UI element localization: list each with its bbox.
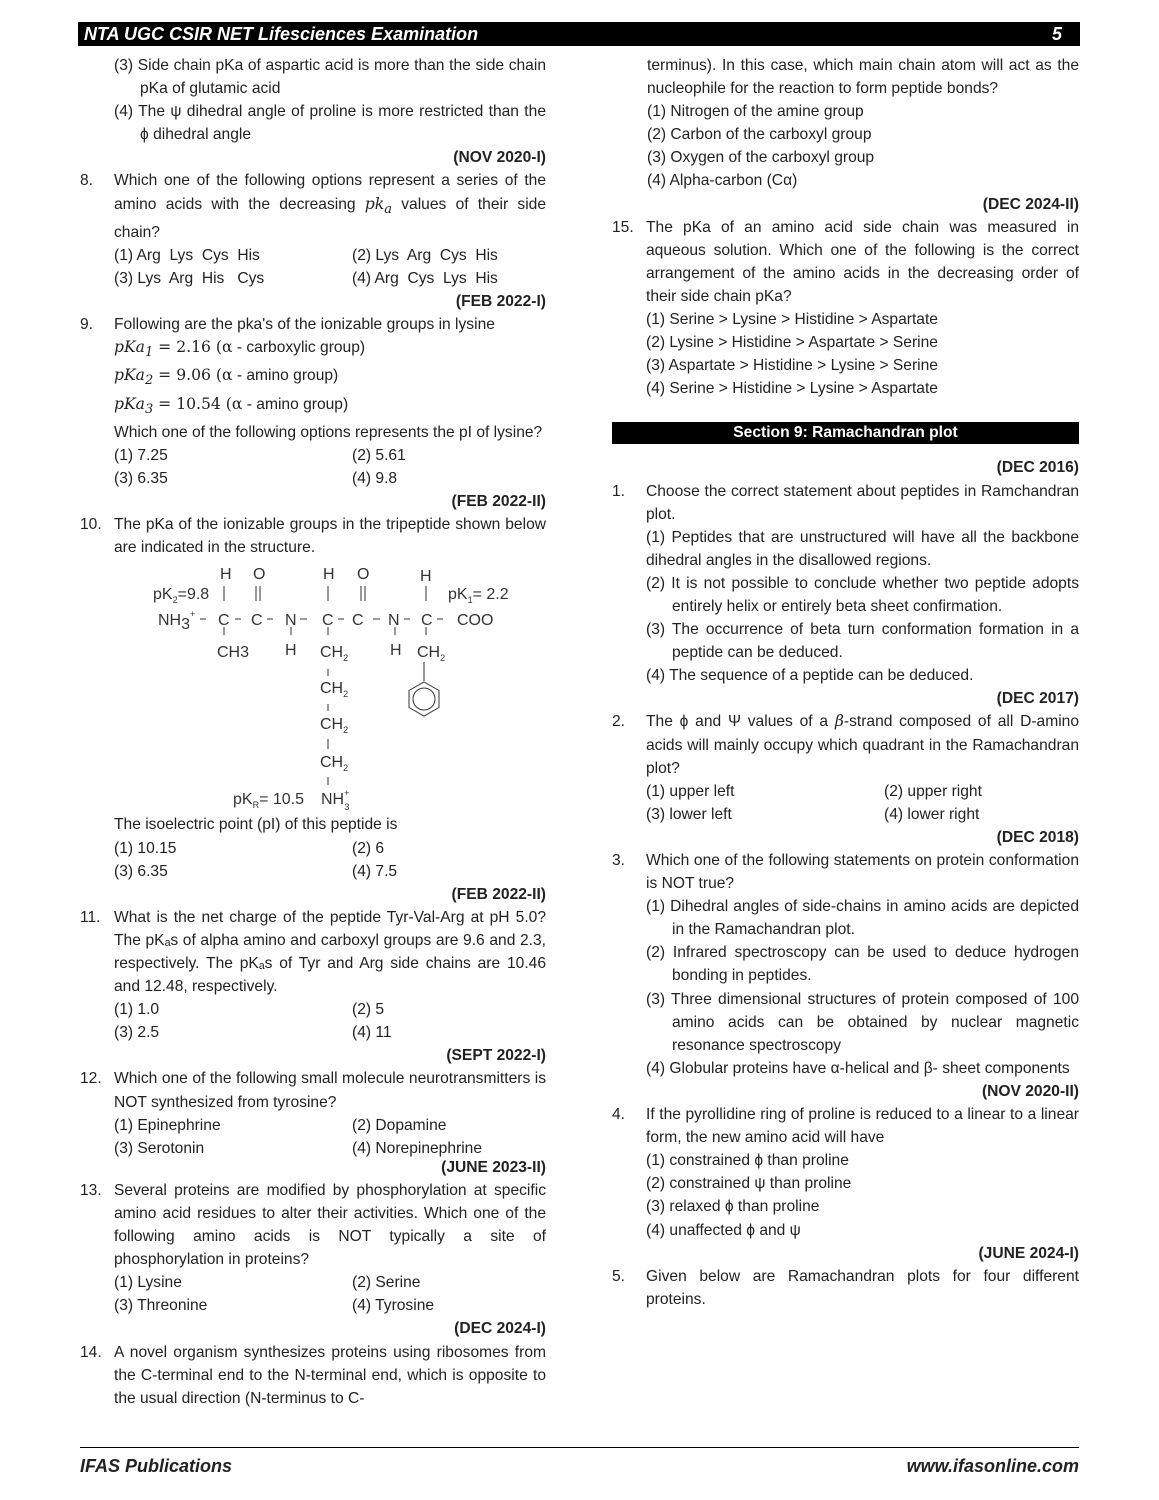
options [114,1114,546,1160]
question-text: The pKa of the ionizable groups in the tripeptide shown below are indicated in the structure. [114,516,546,557]
option: (3) 6.35 [114,470,168,488]
text: - amino group) [232,367,339,385]
option: (2) 5 [352,1001,385,1019]
option: (2) Infrared spectroscopy can be used to deduce hydrogen bonding in peptides. [646,944,1079,985]
text: -strand composed of all D-amino acids will mainly occupy which quadrant in the Ramachandran plot? [646,713,1079,777]
ch3-group: CH3 [217,644,250,662]
source-tag: (FEB 2022-I) [455,293,546,311]
question-number: 9. [80,316,94,334]
question-text: Choose the correct statement about peptides in Ramchandran plot. [646,482,1079,523]
source-tag: (DEC 2017) [996,690,1079,708]
question-text: Which one of the following statements on protein conformation is NOT true? [646,852,1079,893]
option: (3) Lys Arg His Cys [114,269,265,287]
section-question-3 [612,849,1079,1080]
nh3-sidechain [321,788,349,812]
options [646,780,1079,826]
tripeptide-structure [80,559,546,813]
option: (4) unaffected ϕ and ψ [646,1221,801,1239]
t: = 10.5 [259,791,305,809]
atom-o: O [253,566,266,584]
t: 2 [440,653,446,664]
pka-line [114,336,546,364]
text: - amino group) [242,395,349,413]
t: R [252,800,260,811]
question-text: If the pyrollidine ring of proline is reduced to a linear to a linear form, the new amino acid will have [646,1106,1079,1147]
atom-c: C [322,612,334,630]
math-sub: 1 [144,345,154,361]
question-text [114,169,546,243]
option: (3) 6.35 [114,862,168,880]
atom-c: C [218,612,230,630]
option: (3) The occurrence of beta turn conformation formation in a peptide can be deduced. [646,621,1079,662]
source-tag: (DEC 2024-I) [454,1320,546,1338]
question-text: The pKa of an amino acid side chain was measured in aqueous solution. Which one of the following is the correct arrangement of the amino acids in the decreasing order of their side chain pKa? [646,218,1079,305]
option: (4) Alpha-carbon (Cα) [647,172,798,190]
question-12 [80,1067,546,1159]
t: NH [158,612,182,630]
ch2-group [320,716,348,735]
atom-h: H [220,566,232,584]
option: (1) constrained ϕ than proline [646,1152,849,1170]
math-text: pk [364,194,385,213]
right-column [612,54,1079,1311]
nh3-terminus [158,609,195,633]
math-sub: a [384,201,392,217]
atom-h: H [420,568,432,586]
t: 2 [343,725,349,736]
option: (3) Oxygen of the carboxyl group [647,149,875,167]
option: (3) Side chain pKa of aspartic acid is more than the side chain pKa of glutamic acid [114,57,546,98]
option: (2) 5.61 [352,446,406,464]
options [114,1271,546,1317]
options [114,444,546,490]
ch2-group [417,644,445,663]
text: values of their side chain? [114,195,546,241]
question-number: 10. [80,516,102,534]
math: = 10.54 (α [153,394,243,413]
option: (3) Threonine [114,1297,208,1315]
option: (4) 9.8 [352,470,398,488]
question-text: The isoelectric point (pI) of this peptide is [114,816,398,834]
option: (4) The ψ dihedral angle of proline is more restricted than the ϕ dihedral angle [114,103,546,144]
option: (4) Serine > Histidine > Lysine > Aspartate [646,380,938,398]
question-number: 8. [80,172,94,190]
options [114,837,546,883]
section-question-2 [612,710,1079,825]
question-13 [80,1179,546,1318]
option: (1) Lysine [114,1274,182,1292]
footer-divider [80,1447,1079,1448]
question-text: Several proteins are modified by phosphorylation at specific amino acid residues to alter their activities. Which one of the following amino acids is NOT typically a site of phosphorylation in proteins? [114,1181,546,1269]
option: (2) It is not possible to conclude whether two peptide adopts entirely helix or entirely beta sheet confirmation. [646,574,1079,615]
question-15 [612,216,1079,401]
question-number: 1. [612,482,626,500]
ch2-group [320,644,348,663]
atom-h: H [285,642,297,660]
source-tag: (SEPT 2022-I) [446,1047,546,1065]
option: (4) Tyrosine [352,1297,435,1315]
pk1-label [448,586,509,605]
option: (1) upper left [646,782,735,800]
option: (1) Peptides that are unstructured will have all the backbone dihedral angles in the disallowed regions. [646,528,1079,569]
math: = 9.06 (α [153,366,233,385]
atom-h: H [323,566,335,584]
question-8 [80,169,546,290]
text: - carboxylic group) [232,339,366,357]
source-tag: (NOV 2020-II) [981,1082,1079,1100]
question-number: 3. [612,852,626,869]
t: = 2.2 [472,586,509,604]
option: (2) 6 [352,839,385,857]
question-number: 14. [80,1343,102,1361]
option: (3) Serotonin [114,1139,205,1157]
t: =9.8 [177,586,210,604]
option: (3) 2.5 [114,1024,160,1042]
source-tag: (FEB 2022-II) [451,885,546,903]
option: (4) 11 [352,1024,392,1042]
option: (4) Globular proteins have α-helical and β- sheet components [646,1059,1070,1077]
question-7-options [80,54,546,146]
structure-diagram [140,559,540,813]
coo-terminus: COO [457,612,494,630]
option: (2) Dopamine [352,1116,447,1134]
option: (3) Three dimensional structures of protein composed of 100 amino acids can be obtained by nuclear magnetic resonance spectroscopy [646,990,1079,1054]
option: (3) relaxed ϕ than proline [646,1198,820,1216]
question-10 [80,513,546,559]
option: (1) 1.0 [114,1001,160,1019]
section-question-5 [612,1265,1079,1311]
question-number: 4. [612,1106,626,1124]
option: (4) 7.5 [352,862,398,880]
t: 2 [343,763,349,774]
question-9 [80,313,546,490]
t: 3 [344,802,350,813]
atom-c: C [421,612,433,630]
math: β [834,712,844,731]
t: + [344,788,350,799]
source-tag: (DEC 2018) [996,828,1079,846]
structure-labels [153,566,509,812]
question-number: 2. [612,713,626,731]
option: (1) 10.15 [114,839,177,857]
option: (4) The sequence of a peptide can be deduced. [646,667,974,685]
option: (4) Norepinephrine [352,1139,483,1157]
math-sub: 2 [144,373,154,389]
option: (2) upper right [884,782,982,800]
t: CH [320,754,344,772]
option: (1) 7.25 [114,446,168,464]
option: (1) Serine > Lysine > Histidine > Aspartate [646,311,938,329]
option: (2) Lys Arg Cys His [352,246,498,264]
t: 2 [343,653,349,664]
math: pKa [114,394,145,413]
source-tag: (NOV 2020-I) [453,149,546,167]
text: Which one of the following options represent a series of the amino acids with the decreasing [114,172,546,213]
t: 3 [181,616,191,634]
pka-line [114,393,546,421]
ch2-group [320,680,348,699]
t: pK [233,791,253,809]
option: (2) Carbon of the carboxyl group [647,126,872,144]
pk2-label [153,586,209,605]
source-tag: (JUNE 2023-II) [441,1158,546,1176]
option: (3) Aspartate > Histidine > Lysine > Serine [646,357,938,375]
question-number: 12. [80,1070,102,1088]
question-number: 11. [80,908,101,926]
question-text: Which one of the following small molecule neurotransmitters is NOT synthesized from tyrosine? [114,1070,546,1111]
atom-c: C [352,612,364,630]
math-sub: 3 [144,401,154,417]
option: (1) Nitrogen of the amine group [647,103,864,121]
question-text [646,710,1079,779]
t: 2 [343,689,349,700]
option: (3) lower left [646,805,732,823]
pka-line [114,364,546,392]
t: CH [417,644,441,662]
option: (2) Serine [352,1274,421,1292]
option: (4) lower right [884,805,980,823]
math: pKa [114,338,145,357]
t: + [190,609,196,620]
t: 2 [172,595,178,606]
ch2-group [320,754,348,773]
footer-publisher: IFAS Publications [80,1456,233,1476]
option: (1) Dihedral angles of side-chains in amino acids are depicted in the Ramachandran plot. [646,898,1079,939]
option: (4) Arg Cys Lys His [352,269,498,287]
question-number: 5. [612,1267,626,1285]
footer-website[interactable]: www.ifasonline.com [906,1456,1079,1476]
left-column [80,54,546,1410]
pkr-label [233,791,304,810]
atom-o: O [357,566,370,584]
t: NH [321,791,345,809]
math: pKa [114,366,145,385]
math [364,194,392,217]
option: (1) Arg Lys Cys His [114,246,260,264]
question-text: What is the net charge of the peptide Tyr-Val-Arg at pH 5.0? The pKₐs of alpha amino and carboxyl groups are 9.6 and 2.3, respectively. The pKₐs of Tyr and Arg side chains are 10.46 and 12.48, respectively. [114,908,546,996]
source-tag: (DEC 2016) [996,459,1079,477]
t: CH [320,644,344,662]
atom-n: N [285,612,297,630]
page-header [78,22,1080,46]
source-tag: (FEB 2022-II) [451,493,546,511]
source-tag: (DEC 2024-II) [982,195,1079,213]
options [114,244,546,290]
option: (2) Lysine > Histidine > Aspartate > Serine [646,334,938,352]
option: (2) constrained ψ than proline [646,1175,852,1193]
t: 1 [467,595,473,606]
question-number: 15. [612,218,634,236]
question-text: Following are the pka's of the ionizable groups in lysine [114,316,495,334]
section-question-1 [612,480,1079,688]
t: CH [320,680,344,698]
option: (1) Epinephrine [114,1116,221,1134]
t: CH [320,716,344,734]
section-heading: Section 9: Ramachandran plot [612,422,1079,444]
atom-h: H [390,642,402,660]
question-text: Given below are Ramachandran plots for four different proteins. [646,1267,1079,1308]
atom-n: N [388,612,400,630]
options [114,998,546,1044]
question-text: terminus). In this case, which main chain atom will act as the nucleophile for the reaction to form peptide bonds? [647,57,1079,98]
page-number: 5 [1051,24,1062,44]
question-14 [80,1341,546,1410]
question-number: 13. [80,1181,102,1199]
section-question-4 [612,1103,1079,1242]
text: The ϕ and Ψ values of a [646,713,835,731]
source-tag: (JUNE 2024-I) [978,1244,1079,1262]
question-text: A novel organism synthesizes proteins using ribosomes from the C-terminal end to the N-terminal end, which is opposite to the usual direction (N-terminus to C- [114,1343,546,1407]
t: pK [448,586,468,604]
atom-c: C [251,612,263,630]
header-title: NTA UGC CSIR NET Lifesciences Examination [84,24,479,44]
question-11 [80,906,546,1045]
benzene-ring-icon [409,682,439,716]
t: pK [153,586,173,604]
question-text: Which one of the following options represents the pI of lysine? [114,423,543,441]
math: = 2.16 (α [153,338,233,357]
